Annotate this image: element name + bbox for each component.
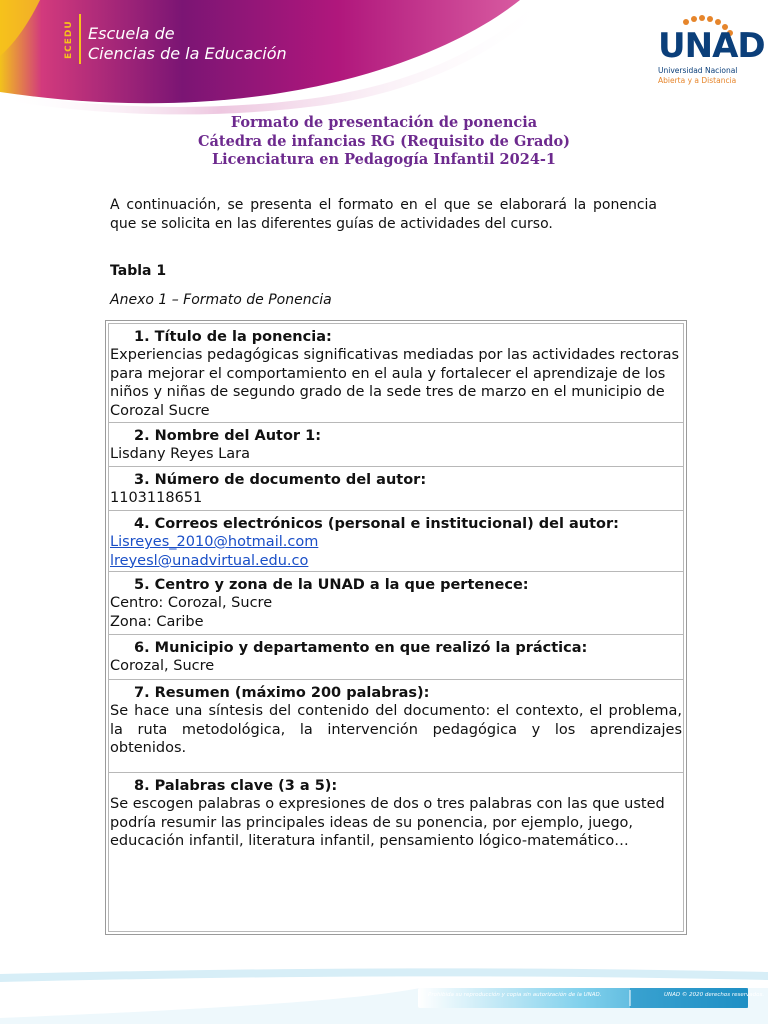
table-label: Tabla 1	[110, 263, 167, 279]
section-heading: 2. Nombre del Autor 1:	[134, 428, 322, 444]
section-heading: 5. Centro y zona de la UNAD a la que pertenece:	[134, 577, 529, 593]
ponencia-form-table	[105, 320, 687, 935]
intro-paragraph: A continuación, se presenta el formato en el que se elaborará la ponencia que se solicita en las diferentes guías de actividades del curso.	[110, 197, 657, 232]
section-value: Se escogen palabras o expresiones de dos o tres palabras con las que usted podría resumir las principales ideas de su ponencia, por ejemplo, juego, educación infantil, literatura infantil, pensamiento lógico-matemático…	[110, 796, 665, 849]
section-value: Zona: Caribe	[110, 613, 204, 630]
section-value: Se hace una síntesis del contenido del documento: el contexto, el problema, la ruta metodológica, la intervención pedagógica y los aprendizajes obtenidos.	[110, 703, 682, 756]
section-center-zone	[109, 572, 683, 635]
document-titles	[0, 114, 768, 170]
school-name-line2: Ciencias de la Educación	[88, 44, 287, 63]
section-value: Experiencias pedagógicas significativas mediadas por las actividades rectoras para mejorar el comportamiento en el aula y fortalecer el aprendizaje de los niños y niñas de segundo grado de la sede tres de marzo en el municipio de Corozal Sucre	[110, 347, 680, 419]
title-line-1: Formato de presentación de ponencia	[230, 114, 538, 131]
section-value: Centro: Corozal, Sucre	[110, 595, 273, 611]
institutional-email-link[interactable]: lreyesl@unadvirtual.edu.co	[110, 552, 309, 569]
section-heading: 3. Número de documento del autor:	[134, 472, 427, 488]
school-name-line1: Escuela de	[88, 24, 175, 43]
section-value: 1103118651	[110, 490, 203, 506]
annex-caption: Anexo 1 – Formato de Ponencia	[110, 292, 332, 308]
section-heading: 6. Municipio y departamento en que realizó la práctica:	[134, 640, 588, 656]
section-value: Corozal, Sucre	[110, 658, 215, 674]
footer-banner	[0, 960, 768, 1024]
section-summary	[109, 680, 683, 773]
section-municipality	[109, 635, 683, 680]
ecedu-divider	[79, 14, 81, 64]
section-keywords	[109, 773, 683, 931]
section-emails	[109, 511, 683, 572]
ecedu-tag: ECEDU	[64, 20, 74, 60]
section-author	[109, 423, 683, 467]
logo-subtitle-2: Abierta y a Distancia	[658, 76, 737, 85]
personal-email-link[interactable]: Lisreyes_2010@hotmail.com	[110, 534, 319, 550]
logo-brand: UNAD	[658, 26, 765, 66]
section-heading: 8. Palabras clave (3 a 5):	[134, 778, 338, 794]
title-line-2: Cátedra de infancias RG (Requisito de Grado)	[197, 132, 571, 150]
section-heading: 7. Resumen (máximo 200 palabras):	[134, 685, 430, 701]
logo-subtitle-1: Universidad Nacional	[658, 66, 738, 75]
title-line-3: Licenciatura en Pedagogía Infantil 2024-1	[211, 151, 557, 168]
section-document-number	[109, 467, 683, 511]
unad-logo	[656, 14, 765, 85]
footer-rights-notice: UNAD © 2020 derechos reservados.	[664, 992, 765, 998]
footer-copyright-notice: Prohibida su reproducción y copia sin autorización de la UNAD.	[428, 992, 602, 998]
section-heading: 1. Título de la ponencia:	[134, 329, 332, 345]
section-heading: 4. Correos electrónicos (personal e institucional) del autor:	[134, 516, 619, 532]
section-value: Lisdany Reyes Lara	[110, 446, 250, 462]
footer-swoosh	[0, 960, 768, 1024]
section-title	[109, 324, 683, 423]
